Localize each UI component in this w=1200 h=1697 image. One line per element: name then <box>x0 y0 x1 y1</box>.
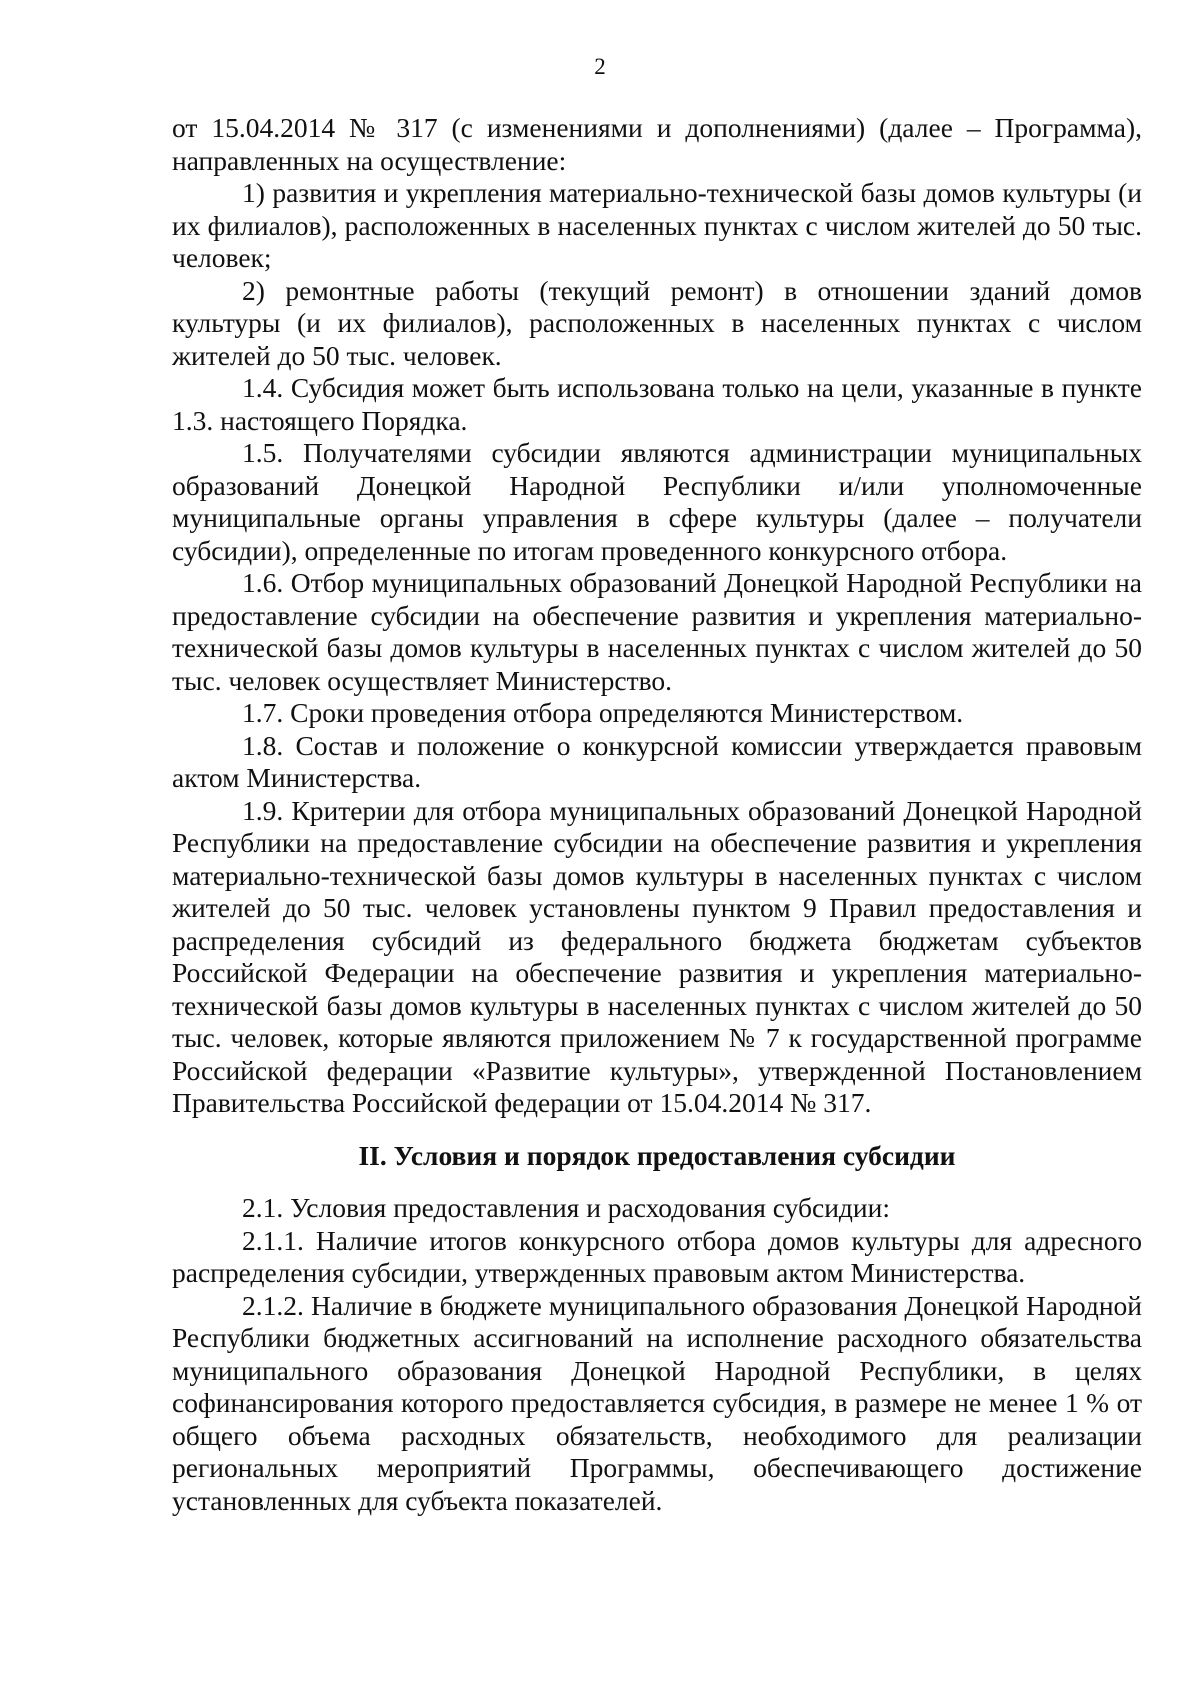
paragraph-continuation: от 15.04.2014 № 317 (с изменениями и дополнениями) (далее – Программа), направленных на осуществление: <box>172 112 1142 176</box>
paragraph-1-5: 1.5. Получателями субсидии являются администрации муниципальных образований Донецкой Народной Республики и/или уполномоченные муниципальные органы управления в сфере культуры (далее – получатели субсидии), определенные по итогам проведенного конкурсного отбора. <box>172 437 1142 566</box>
page-number: 2 <box>594 54 606 79</box>
paragraph-2-1: 2.1. Условия предоставления и расходования субсидии: <box>242 1192 890 1223</box>
paragraph-1-7: 1.7. Сроки проведения отбора определяются Министерством. <box>242 697 964 728</box>
document-body <box>172 112 1142 1517</box>
paragraph-item-1: 1) развития и укрепления материально-технической базы домов культуры (и их филиалов), расположенных в населенных пунктах с числом жителей до 50 тыс. человек; <box>172 177 1142 273</box>
paragraph-1-6: 1.6. Отбор муниципальных образований Донецкой Народной Республики на предоставление субсидии на обеспечение развития и укрепления материально-технической базы домов культуры в населенных пунктах с числом жителей до 50 тыс. человек осуществляет Министерство. <box>172 567 1142 696</box>
paragraph-item-2: 2) ремонтные работы (текущий ремонт) в отношении зданий домов культуры (и их филиалов), расположенных в населенных пунктах с числом жителей до 50 тыс. человек. <box>172 274 1142 371</box>
section-heading: II. Условия и порядок предоставления субсидии <box>358 1139 956 1171</box>
paragraph-1-9: 1.9. Критерии для отбора муниципальных образований Донецкой Народной Республики на предоставление субсидии на обеспечение развития и укрепления материально-технической базы домов культуры в населенных пунктах с числом жителей до 50 тыс. человек установлены пунктом 9 Правил предоставления и распределения субсидий из федерального бюджета бюджетам субъектов Российской Федерации на обеспечение развития и укрепления материально-технической базы домов культуры в населенных пунктах с числом жителей до 50 тыс. человек, которые являются приложением № 7 к государственной программе Российской федерации «Развитие культуры», утвержденной Постановлением Правительства Российской федерации от 15.04.2014 № 317. <box>172 794 1142 1118</box>
paragraph-1-8: 1.8. Состав и положение о конкурсной комиссии утверждается правовым актом Министерства. <box>172 729 1142 793</box>
paragraph-2-1-2: 2.1.2. Наличие в бюджете муниципального образования Донецкой Народной Республики бюджетных ассигнований на исполнение расходного обязательства муниципального образования Донецкой Народной Республики, в целях софинансирования которого предоставляется субсидия, в размере не менее 1 % от общего объема расходных обязательств, необходимого для реализации региональных мероприятий Программы, обеспечивающего достижение установленных для субъекта показателей. <box>172 1289 1142 1516</box>
paragraph-2-1-1: 2.1.1. Наличие итогов конкурсного отбора домов культуры для адресного распределения субсидии, утвержденных правовым актом Министерства. <box>172 1224 1142 1288</box>
paragraph-1-4: 1.4. Субсидия может быть использована только на цели, указанные в пункте 1.3. настоящего Порядка. <box>172 372 1142 436</box>
